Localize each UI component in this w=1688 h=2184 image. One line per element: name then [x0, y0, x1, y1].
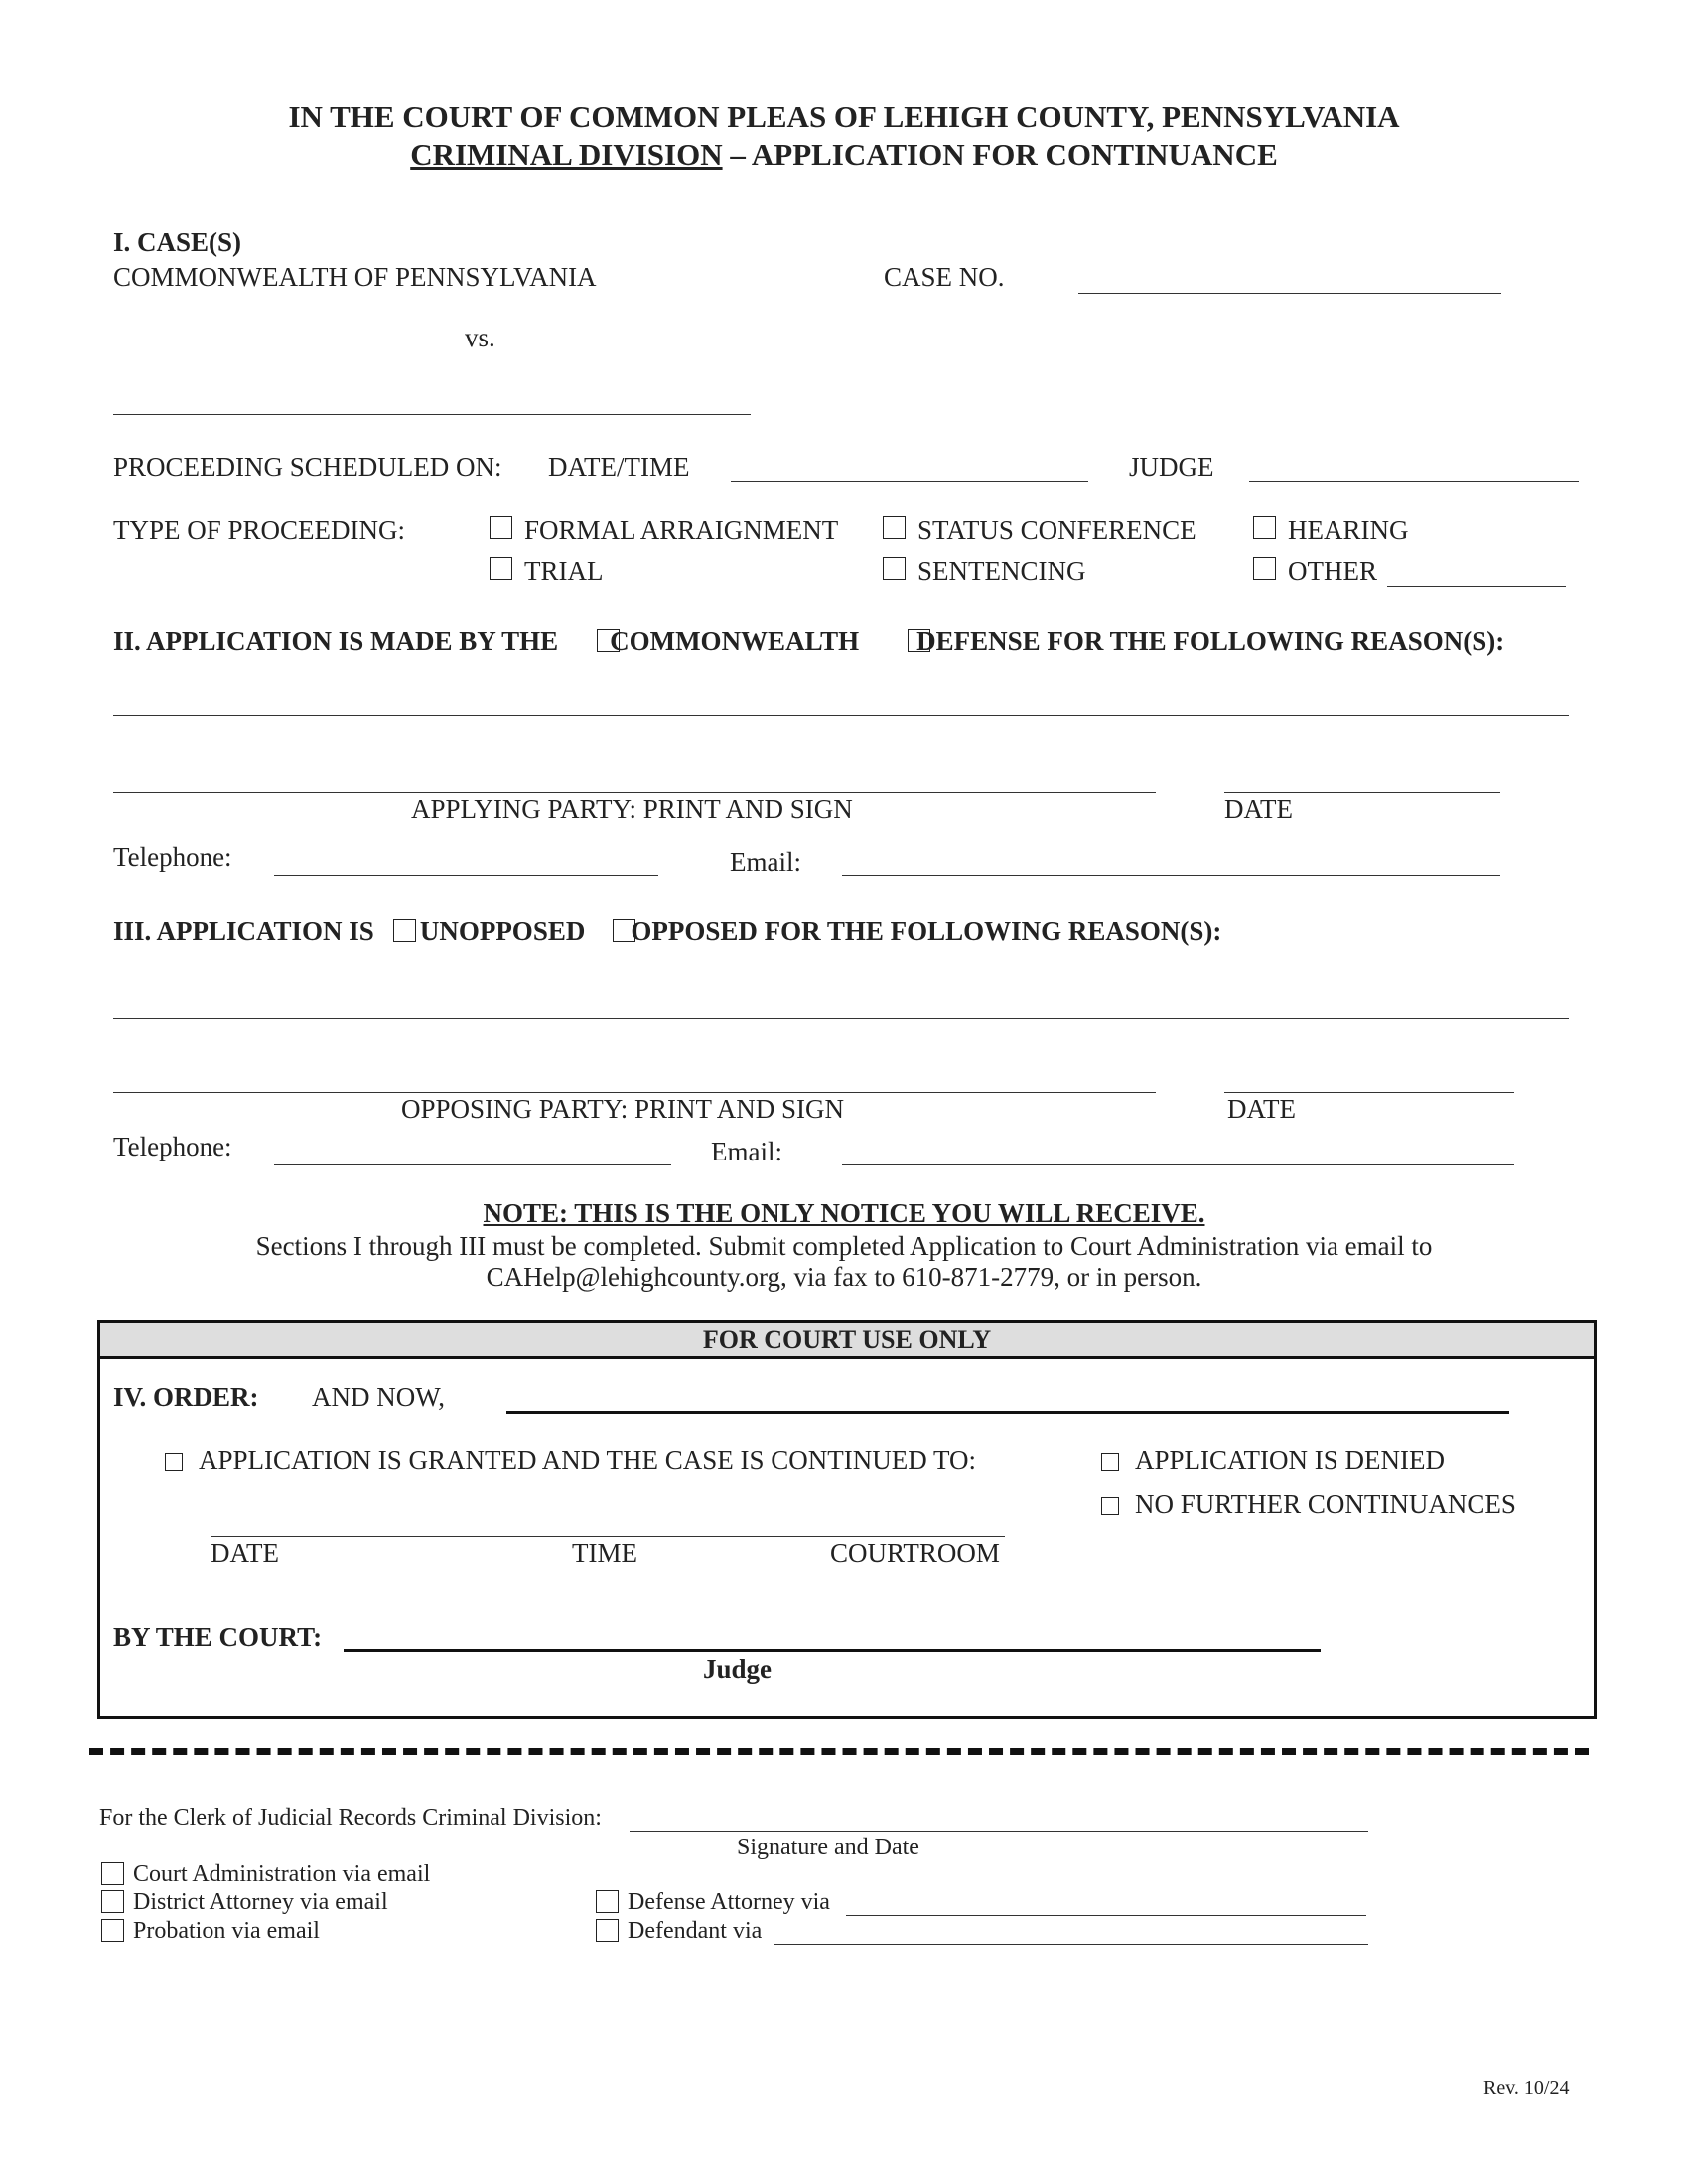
case-no-field[interactable] — [1078, 293, 1501, 294]
hearing-label: HEARING — [1288, 515, 1409, 545]
by-the-court-label: BY THE COURT: — [113, 1622, 323, 1652]
note-heading: NOTE: THIS IS THE ONLY NOTICE YOU WILL RECEIVE. — [483, 1198, 1205, 1228]
granted-label: APPLICATION IS GRANTED AND THE CASE IS CONTINUED TO: — [199, 1445, 977, 1475]
judge-field[interactable] — [1249, 481, 1579, 482]
applying-party-label: APPLYING PARTY: PRINT AND SIGN — [411, 794, 853, 824]
note-line-2: CAHelp@lehighcounty.org, via fax to 610-871-2779, or in person. — [486, 1262, 1202, 1292]
defendant-name-field[interactable] — [113, 414, 751, 415]
other-field[interactable] — [1387, 586, 1566, 587]
judge-signature-field[interactable] — [344, 1649, 1321, 1652]
opposing-date-label: DATE — [1227, 1094, 1296, 1124]
section1-heading: I. CASE(S) — [113, 227, 242, 257]
applying-email-field[interactable] — [842, 875, 1500, 876]
header-subtitle — [0, 137, 1688, 173]
court-admin-checkbox[interactable] — [101, 1862, 124, 1885]
defense-attorney-checkbox[interactable] — [596, 1890, 619, 1913]
defense-option-label: DEFENSE FOR THE FOLLOWING REASON(S): — [916, 626, 1505, 656]
opposing-telephone-label: Telephone: — [113, 1132, 232, 1161]
no-further-label: NO FURTHER CONTINUANCES — [1135, 1489, 1516, 1519]
applying-date-label: DATE — [1224, 794, 1293, 824]
vs-label: vs. — [465, 323, 495, 352]
other-label: OTHER — [1288, 556, 1377, 586]
status-conference-label: STATUS CONFERENCE — [917, 515, 1196, 545]
type-of-proceeding-label: TYPE OF PROCEEDING: — [113, 515, 406, 545]
opposing-email-label: Email: — [711, 1137, 782, 1166]
opposed-option-label: OPPOSED FOR THE FOLLOWING REASON(S): — [631, 916, 1222, 946]
opposing-telephone-field[interactable] — [274, 1164, 671, 1165]
district-attorney-checkbox[interactable] — [101, 1890, 124, 1913]
defense-attorney-field[interactable] — [846, 1915, 1366, 1916]
district-attorney-label: District Attorney via email — [133, 1889, 388, 1915]
opposing-date-field[interactable] — [1224, 1092, 1514, 1093]
applying-party-signature-field[interactable] — [113, 792, 1156, 793]
probation-checkbox[interactable] — [101, 1919, 124, 1942]
datetime-field[interactable] — [731, 481, 1088, 482]
sentencing-checkbox[interactable] — [883, 557, 906, 580]
header-title: IN THE COURT OF COMMON PLEAS OF LEHIGH COUNTY, PENNSYLVANIA — [288, 99, 1400, 134]
defendant-checkbox[interactable] — [596, 1919, 619, 1942]
commonwealth-label: COMMONWEALTH OF PENNSYLVANIA — [113, 262, 597, 292]
formal-arraignment-checkbox[interactable] — [490, 516, 512, 539]
applying-date-field[interactable] — [1224, 792, 1500, 793]
continued-time-label: TIME — [572, 1538, 637, 1568]
section2-heading — [113, 626, 1504, 657]
applying-email-label: Email: — [730, 847, 801, 877]
criminal-division-label: CRIMINAL DIVISION — [410, 137, 723, 172]
opposition-reason-line-1[interactable] — [113, 1018, 1569, 1019]
note-line-1: Sections I through III must be completed. Submit completed Application to Court Administration via email to — [255, 1231, 1433, 1261]
commonwealth-option-label: COMMONWEALTH — [610, 626, 860, 656]
unopposed-option-label: UNOPPOSED — [419, 916, 586, 946]
and-now-field[interactable] — [506, 1411, 1509, 1414]
court-use-heading: FOR COURT USE ONLY — [100, 1323, 1594, 1359]
court-admin-label: Court Administration via email — [133, 1861, 431, 1887]
application-title: – APPLICATION FOR CONTINUANCE — [722, 137, 1278, 172]
revision-label: Rev. 10/24 — [1483, 2077, 1570, 2099]
probation-label: Probation via email — [133, 1918, 320, 1944]
defendant-via-field[interactable] — [774, 1944, 1368, 1945]
reason-line-1[interactable] — [113, 715, 1569, 716]
denied-checkbox[interactable] — [1101, 1453, 1119, 1471]
status-conference-checkbox[interactable] — [883, 516, 906, 539]
formal-arraignment-label: FORMAL ARRAIGNMENT — [524, 515, 839, 545]
trial-checkbox[interactable] — [490, 557, 512, 580]
continued-to-field[interactable] — [211, 1536, 1005, 1537]
case-no-label: CASE NO. — [884, 262, 1005, 292]
continued-date-label: DATE — [211, 1538, 279, 1568]
granted-checkbox[interactable] — [165, 1453, 183, 1471]
court-use-box — [97, 1320, 1597, 1719]
and-now-label: AND NOW, — [312, 1382, 445, 1412]
signature-and-date-label: Signature and Date — [737, 1835, 919, 1860]
judge-signature-label: Judge — [703, 1654, 773, 1684]
sentencing-label: SENTENCING — [917, 556, 1086, 586]
opposing-party-label: OPPOSING PARTY: PRINT AND SIGN — [401, 1094, 845, 1124]
opposing-email-field[interactable] — [842, 1164, 1514, 1165]
proceeding-label: PROCEEDING SCHEDULED ON: — [113, 452, 502, 481]
defendant-via-label: Defendant via — [628, 1918, 763, 1944]
opposing-party-signature-field[interactable] — [113, 1092, 1156, 1093]
section3-heading-text: III. APPLICATION IS — [113, 916, 374, 946]
clerk-label: For the Clerk of Judicial Records Criminal Division: — [99, 1805, 602, 1831]
clerk-signature-field[interactable] — [630, 1831, 1368, 1832]
denied-label: APPLICATION IS DENIED — [1135, 1445, 1445, 1475]
order-label: IV. ORDER: — [113, 1382, 259, 1412]
continued-courtroom-label: COURTROOM — [830, 1538, 1000, 1568]
other-checkbox[interactable] — [1253, 557, 1276, 580]
section3-heading — [113, 916, 1221, 947]
section2-heading-text: II. APPLICATION IS MADE BY THE — [113, 626, 559, 656]
applying-telephone-label: Telephone: — [113, 842, 232, 872]
defense-attorney-label: Defense Attorney via — [628, 1889, 830, 1915]
cut-line-separator — [89, 1748, 1589, 1755]
judge-label: JUDGE — [1129, 452, 1214, 481]
datetime-label: DATE/TIME — [548, 452, 690, 481]
applying-telephone-field[interactable] — [274, 875, 658, 876]
no-further-checkbox[interactable] — [1101, 1497, 1119, 1515]
trial-label: TRIAL — [524, 556, 604, 586]
hearing-checkbox[interactable] — [1253, 516, 1276, 539]
